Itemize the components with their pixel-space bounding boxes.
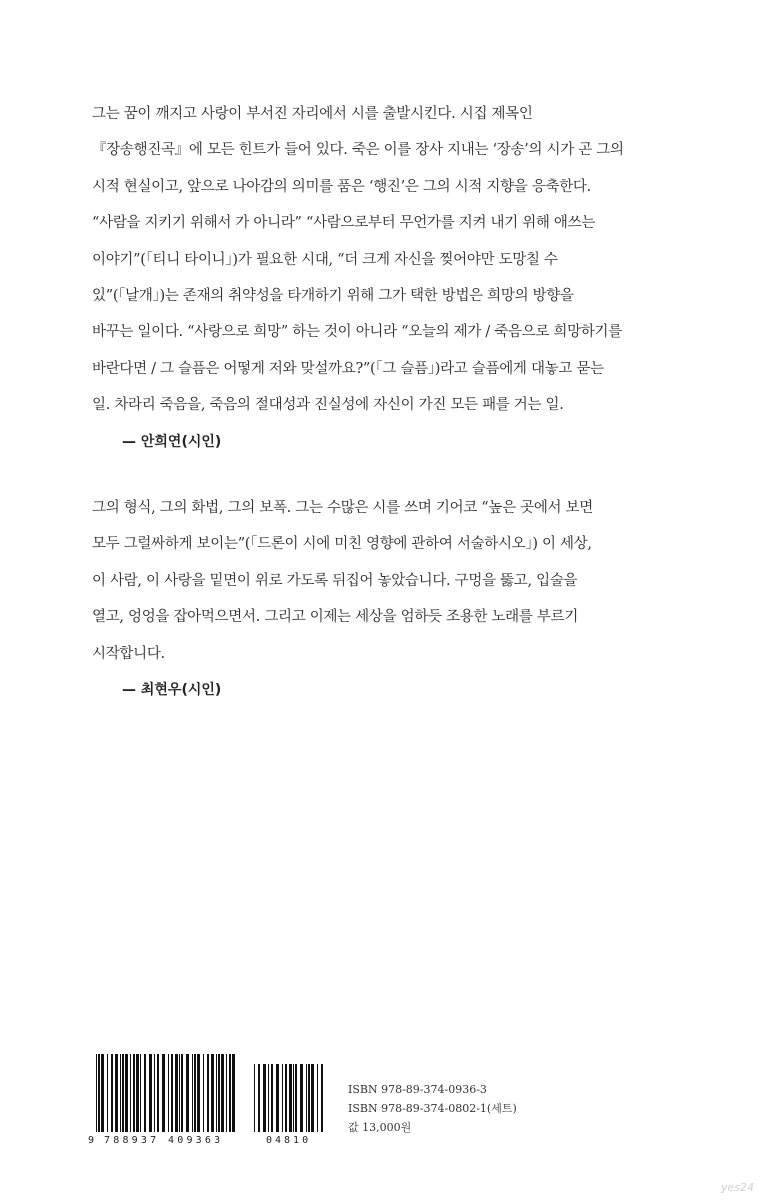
- quote-line: 그는 꿈이 깨지고 사랑이 부서진 자리에서 시를 출발시킨다. 시집 제목인: [92, 106, 533, 122]
- endorsement-quote-2: [92, 490, 682, 708]
- barcode-bars: [86, 1052, 326, 1136]
- quote-line: 그의 형식, 그의 화법, 그의 보폭. 그는 수많은 시를 쓰며 기어코 “높은 곳에서 보면: [92, 500, 593, 516]
- quote-line: 열고, 엉엉을 잡아먹으면서. 그리고 이제는 세상을 엄하듯 조용한 노래를 부르기: [92, 609, 579, 626]
- isbn-info: [348, 1080, 517, 1137]
- quote-line: 바란다면 / 그 슬픔은 어떻게 저와 맞설까요?”(「그 슬픔」)라고 슬픔에게 대놓고 묻는: [92, 360, 604, 377]
- quote-line: 바꾸는 일이다. “사랑으로 희망” 하는 것이 아니라 “오늘의 제가 / 죽음으로 희망하기를: [92, 324, 622, 341]
- isbn-set-number: ISBN 978-89-374-0802-1(세트): [348, 1102, 517, 1115]
- quote-author: — 안희연(시인): [122, 433, 222, 450]
- price: 값 13,000원: [348, 1121, 412, 1134]
- isbn-number: ISBN 978-89-374-0936-3: [348, 1083, 487, 1096]
- barcode-addon-digits: 04810: [266, 1135, 312, 1146]
- quote-line: 이야기”(「티니 타이니」)가 필요한 시대, “더 크게 자신을 찢어야만 도망칠 수: [92, 251, 558, 268]
- quote-line: 『장송행진곡』에 모든 힌트가 들어 있다. 죽은 이를 장사 지내는 ‘장송’의 시가 곤 그의: [92, 142, 624, 159]
- isbn-barcode: [86, 1052, 326, 1162]
- watermark-logo: yes24: [720, 1181, 754, 1194]
- quote-line: 시작합니다.: [92, 645, 165, 662]
- barcode-lead-digit: 9: [88, 1135, 95, 1146]
- quote-author: — 최현우(시인): [122, 681, 222, 698]
- barcode-group-1: 788937: [104, 1135, 160, 1146]
- quote-line: 시적 현실이고, 앞으로 나아감의 의미를 품은 ‘행진’은 그의 시적 지향을 응축한다.: [92, 178, 591, 195]
- barcode-group-2: 409363: [168, 1135, 224, 1146]
- endorsement-quote-1: [92, 96, 682, 460]
- quote-line: 있”(「날개」)는 존재의 취약성을 타개하기 위해 그가 택한 방법은 희망의 방향을: [92, 287, 574, 304]
- quote-line: 일. 차라리 죽음을, 죽음의 절대성과 진실성에 자신이 가진 모든 패를 거는 일.: [92, 397, 564, 414]
- quote-line: 이 사람, 이 사랑을 밑면이 위로 가도록 뒤집어 놓았습니다. 구멍을 뚫고, 입술을: [92, 572, 578, 589]
- quote-line: “사람을 지키기 위해서 가 아니라” “사람으로부터 무언가를 지켜 내기 위해 애쓰는: [92, 215, 596, 232]
- quote-line: 모두 그럴싸하게 보이는”(「드론이 시에 미친 영향에 관하여 서술하시오」) 이 세상,: [92, 536, 592, 553]
